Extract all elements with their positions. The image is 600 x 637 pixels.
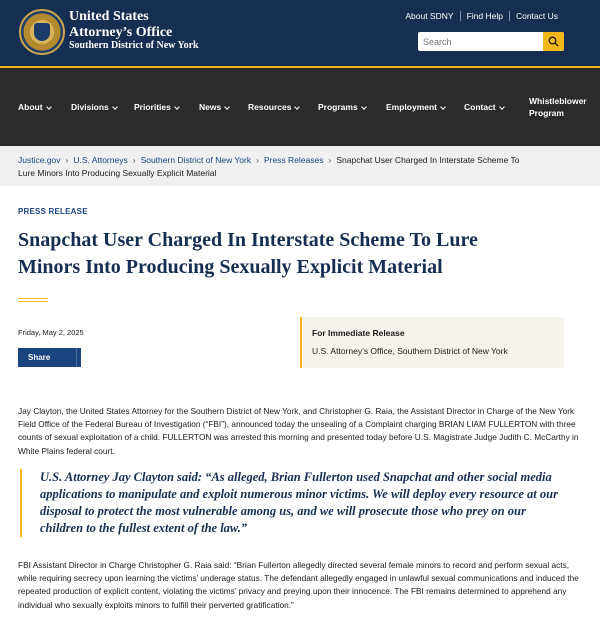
nav-about[interactable] [18,102,51,112]
nav-resources[interactable] [248,102,299,112]
utility-links [399,11,564,21]
nav-whistleblower-line2: Program [529,108,564,118]
nav-employment-label: Employment [386,102,438,112]
search-box [418,32,564,51]
about-sdny-link[interactable]: About SDNY [405,11,454,21]
chevron-down-icon [112,104,118,110]
press-release-label: PRESS RELEASE [18,207,88,216]
page-title [18,227,578,281]
nav-whistleblower-line1: Whistleblower [529,96,587,106]
article-paragraph-2: FBI Assistant Director in Charge Christopher G. Raia said: “Brian Fullerton allegedly directed several female minors to record and perform sexual acts, while requiring secrecy upon learning the victims’ underage status. The defendant allegedly engaged in unlawful sexual communications and induced the repeated production of explicit content, violating the victims’ privacy and preying upon their innocence. The FBI remains determined to apprehend any individual who sexually exploits minors to fulfill their perverted gratification.” [18,560,579,610]
nav-news-label: News [199,102,222,112]
contact-us-link[interactable]: Contact Us [509,11,564,21]
release-info-office: U.S. Attorney’s Office, Southern District of New York [312,346,508,356]
share-divider [76,348,77,367]
search-input[interactable] [418,32,542,51]
breadcrumb-justice-gov[interactable]: Justice.gov [18,155,61,165]
nav-news[interactable] [199,102,229,112]
chevron-down-icon [224,104,230,110]
page-title-line1: Snapchat User Charged In Interstate Scheme To Lure [18,229,478,251]
nav-programs-label: Programs [318,102,358,112]
site-title-line2: Attorney’s Office [69,25,173,40]
nav-resources-label: Resources [248,102,292,112]
nav-about-label: About [18,102,43,112]
chevron-down-icon [440,104,446,110]
release-info-title: For Immediate Release [312,328,405,338]
search-icon [548,36,559,47]
breadcrumb-current-line2: Lure Minors Into Producing Sexually Explicit Material [18,168,217,178]
chevron-down-icon [295,104,301,110]
article-pull-quote: U.S. Attorney Jay Clayton said: “As alleged, Brian Fullerton used Snapchat and other social media applications to manipulate and exploit numerous minor victims. We will deploy every resource at our disposal to protect the most vulnerable among us, and we will prosecute those who prey on our children to the fullest extent of the law.” [20,469,568,537]
search-button[interactable] [543,32,564,51]
chevron-right-icon: › [328,155,332,165]
find-help-link[interactable]: Find Help [460,11,509,21]
breadcrumb-press-releases[interactable]: Press Releases [263,155,324,165]
site-title-line1: United States [69,9,149,24]
nav-priorities[interactable] [134,102,179,112]
site-header [0,0,600,66]
nav-divisions-label: Divisions [71,102,109,112]
breadcrumb-line1 [18,154,520,166]
site-subtitle: Southern District of New York [69,40,199,51]
nav-employment[interactable] [386,102,445,112]
release-info-box [300,317,564,368]
chevron-down-icon [46,104,52,110]
nav-divisions[interactable] [71,102,117,112]
breadcrumb-sdny[interactable]: Southern District of New York [140,155,252,165]
nav-priorities-label: Priorities [134,102,171,112]
chevron-down-icon [499,104,505,110]
chevron-right-icon: › [132,155,136,165]
site-title[interactable] [69,9,172,41]
nav-contact[interactable] [464,102,504,112]
page-title-line2: Minors Into Producing Sexually Explicit Material [18,256,443,278]
breadcrumb-us-attorneys[interactable]: U.S. Attorneys [73,155,128,165]
chevron-down-icon [174,104,180,110]
main-nav [0,68,600,146]
doj-seal-icon[interactable] [19,9,65,55]
nav-contact-label: Contact [464,102,496,112]
chevron-right-icon: › [65,155,69,165]
release-date: Friday, May 2, 2025 [18,328,84,337]
chevron-right-icon [82,354,89,361]
breadcrumb-current-line1: Snapchat User Charged In Interstate Scheme To [336,155,520,165]
chevron-down-icon [361,104,367,110]
article-paragraph-1: Jay Clayton, the United States Attorney for the Southern District of New York, and Christopher G. Raia, the Assistant Director in Charge of the New York Field Office of the Federal Bureau of Investigation (“FBI”), announced today the unsealing of a Complaint charging BRIAN LIAM FULLERTON with three counts of sexual exploitation of a child. FULLERTON was arrested this morning and presented today before U.S. Magistrate Judge Judith C. McCarthy in White Plains federal court. [18,406,579,456]
chevron-right-icon: › [256,155,259,165]
nav-whistleblower-program[interactable] [529,95,589,119]
breadcrumb [0,146,600,186]
share-button[interactable] [18,348,81,367]
title-underline-divider [18,298,48,302]
share-label: Share [28,353,51,362]
nav-programs[interactable] [318,102,366,112]
